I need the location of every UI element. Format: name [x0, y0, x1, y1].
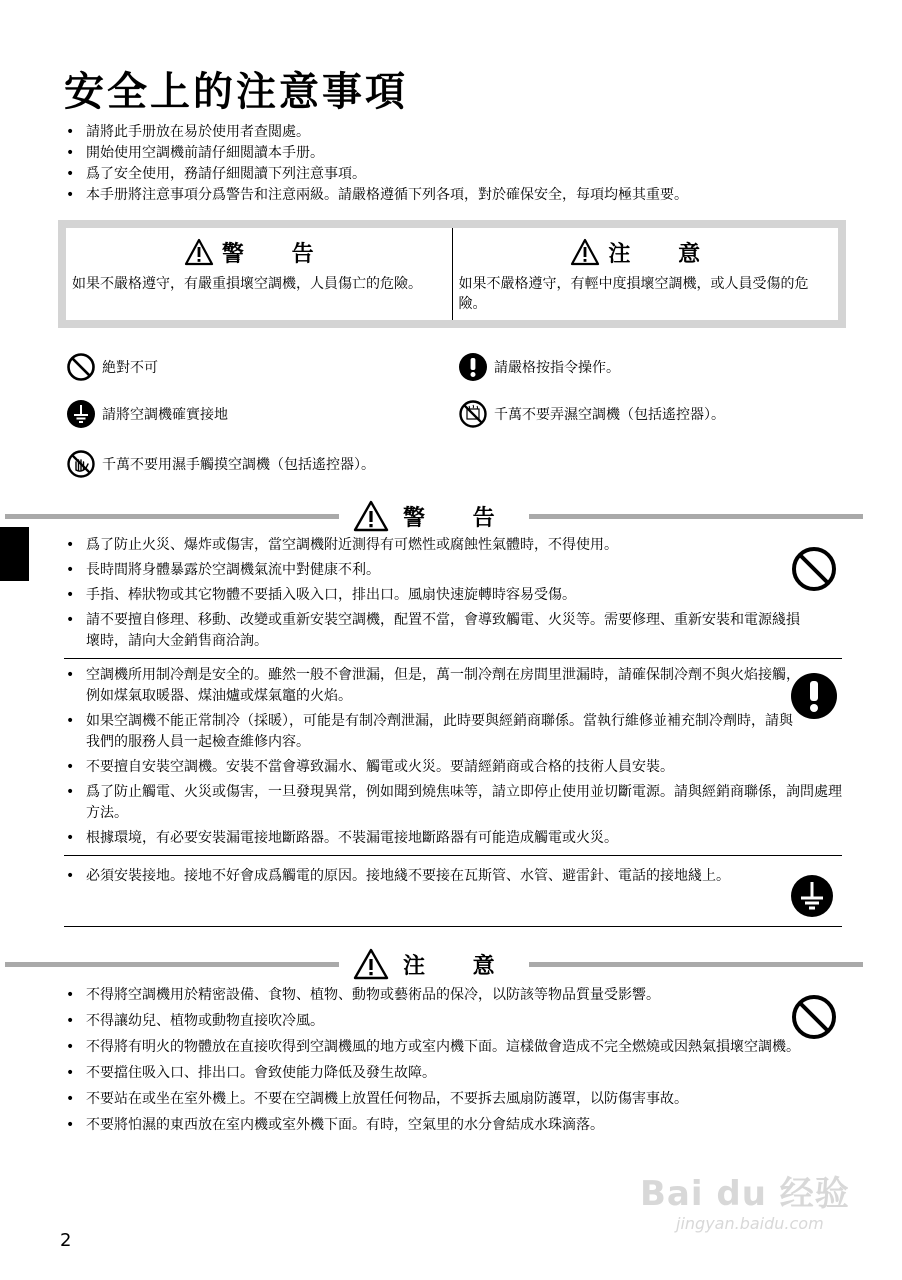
list-item: • 爲了安全使用，務請仔細閲讀下列注意事項。: [64, 164, 844, 185]
list-item: • 爲了防止火災、爆炸或傷害，當空調機附近測得有可燃性或腐蝕性氣體時，不得使用。: [64, 535, 804, 556]
divider: [64, 658, 842, 659]
caution-section-heading: [0, 944, 902, 984]
list-item: • 手指、棒狀物或其它物體不要插入吸入口，排出口。風扇快速旋轉時容易受傷。: [64, 585, 804, 606]
warning-group-2: [64, 665, 842, 849]
list-item: • 不得將空調機用於精密設備、食物、植物、動物或藝術品的保冷，以防該等物品質量受影響。: [64, 985, 804, 1006]
ground-icon: [790, 874, 834, 918]
prohibited-icon: [66, 352, 96, 382]
legend-no-wet: [458, 399, 725, 429]
list-item: • 不得讓幼兒、植物或動物直接吹冷風。: [64, 1011, 804, 1032]
chapter-tab: [0, 527, 29, 581]
no-wet-hands-icon: [66, 449, 96, 479]
warning-triangle-icon: [353, 500, 389, 532]
definition-box: [58, 220, 846, 328]
ground-icon: [66, 399, 96, 429]
legend-mandatory: [458, 352, 620, 382]
divider: [529, 514, 863, 519]
legend-mandatory-text: 請嚴格按指令操作。: [494, 360, 620, 376]
divider: [64, 855, 842, 856]
page-title: 安全上的注意事項: [64, 69, 408, 115]
list-item: • 不要站在或坐在室外機上。不要在空調機上放置任何物品，不要拆去風扇防護罩，以防傷害事故。: [64, 1089, 856, 1110]
intro-list: [64, 122, 844, 206]
exclamation-icon: [790, 672, 838, 720]
watermark-logo: Bai du 经验: [640, 1174, 850, 1214]
list-item: • 請不要擅自修理、移動、改變或重新安裝空調機，配置不當，會導致觸電、火災等。需要修理、重新安裝和電源綫損壞時，請向大金銷售商洽詢。: [64, 610, 804, 652]
list-item: • 本手册將注意事項分爲警告和注意兩級。請嚴格遵循下列各項，對於確保安全，每項均極其重要。: [64, 185, 844, 206]
list-item: • 不要擋住吸入口、排出口。會致使能力降低及發生故障。: [64, 1063, 804, 1084]
divider: [5, 962, 339, 967]
warning-triangle-icon: [184, 238, 214, 266]
list-item: • 如果空調機不能正常制冷（採暖），可能是有制冷劑泄漏，此時要與經銷商聯係。當執行維修並補充制冷劑時，請與我們的服務人員一起檢查維修内容。: [64, 711, 804, 753]
legend-no-wet-hands: [66, 449, 375, 479]
legend-ground: [66, 399, 228, 429]
divider: [529, 962, 863, 967]
list-item: • 請將此手册放在易於使用者查閲處。: [64, 122, 844, 143]
caution-list: [64, 985, 804, 1136]
caution-label: 注 意: [608, 241, 721, 267]
caution-section-title: 注 意: [403, 953, 515, 979]
page-number: 2: [60, 1230, 72, 1251]
warning-section-heading: [0, 496, 902, 536]
legend-no-wet-text: 千萬不要弄濕空調機（包括遙控器）。: [494, 407, 725, 423]
prohibited-icon: [790, 993, 838, 1041]
watermark-url: jingyan.baidu.com: [676, 1214, 824, 1233]
legend-prohibited-text: 絶對不可: [102, 360, 158, 376]
legend-prohibited: [66, 352, 158, 382]
list-item: • 不要擅自安裝空調機。安裝不當會導致漏水、觸電或火災。要請經銷商或合格的技術人員安裝。: [64, 757, 856, 778]
list-item: • 爲了防止觸電、火災或傷害，一旦發現異常，例如聞到燒焦味等，請立即停止使用並切斷電源。請與經銷商聯係，詢問處理方法。: [64, 782, 846, 824]
list-item: • 不要將怕濕的東西放在室内機或室外機下面。有時，空氣里的水分會結成水珠滴落。: [64, 1115, 856, 1136]
warning-section-title: 警 告: [403, 505, 515, 531]
divider: [5, 514, 339, 519]
caution-definition: [452, 228, 839, 320]
warning-group-1: [64, 535, 804, 652]
warning-description: 如果不嚴格遵守，有嚴重損壞空調機，人員傷亡的危險。: [72, 276, 422, 292]
exclamation-icon: [458, 352, 488, 382]
warning-definition: [66, 228, 452, 320]
caution-triangle-icon: [353, 948, 389, 980]
caution-description: 如果不嚴格遵守，有輕中度損壞空調機，或人員受傷的危險。: [458, 276, 809, 312]
legend-ground-text: 請將空調機確實接地: [102, 407, 228, 423]
list-item: • 長時間將身體暴露於空調機氣流中對健康不利。: [64, 560, 804, 581]
list-item: • 不得將有明火的物體放在直接吹得到空調機風的地方或室内機下面。這樣做會造成不完全燃燒或因熱氣損壞空調機。: [64, 1037, 856, 1058]
prohibited-icon: [790, 545, 838, 593]
legend-no-wet-hands-text: 千萬不要用濕手觸摸空調機（包括遙控器）。: [102, 457, 375, 473]
list-item: • 根據環境，有必要安裝漏電接地斷路器。不裝漏電接地斷路器有可能造成觸電或火災。: [64, 828, 856, 849]
no-water-icon: [458, 399, 488, 429]
divider: [64, 926, 842, 927]
list-item: • 必須安裝接地。接地不好會成爲觸電的原因。接地綫不要接在瓦斯管、水管、避雷針、電話的接地綫上。: [64, 866, 804, 887]
warning-group-3: [64, 866, 804, 887]
warning-label: 警 告: [221, 241, 334, 267]
caution-triangle-icon: [570, 238, 600, 266]
list-item: • 空調機所用制冷劑是安全的。雖然一般不會泄漏，但是，萬一制冷劑在房間里泄漏時，請確保制冷劑不與火焰接觸，例如煤氣取暖器、煤油爐或煤氣竈的火焰。: [64, 665, 804, 707]
list-item: • 開始使用空調機前請仔細閲讀本手册。: [64, 143, 844, 164]
